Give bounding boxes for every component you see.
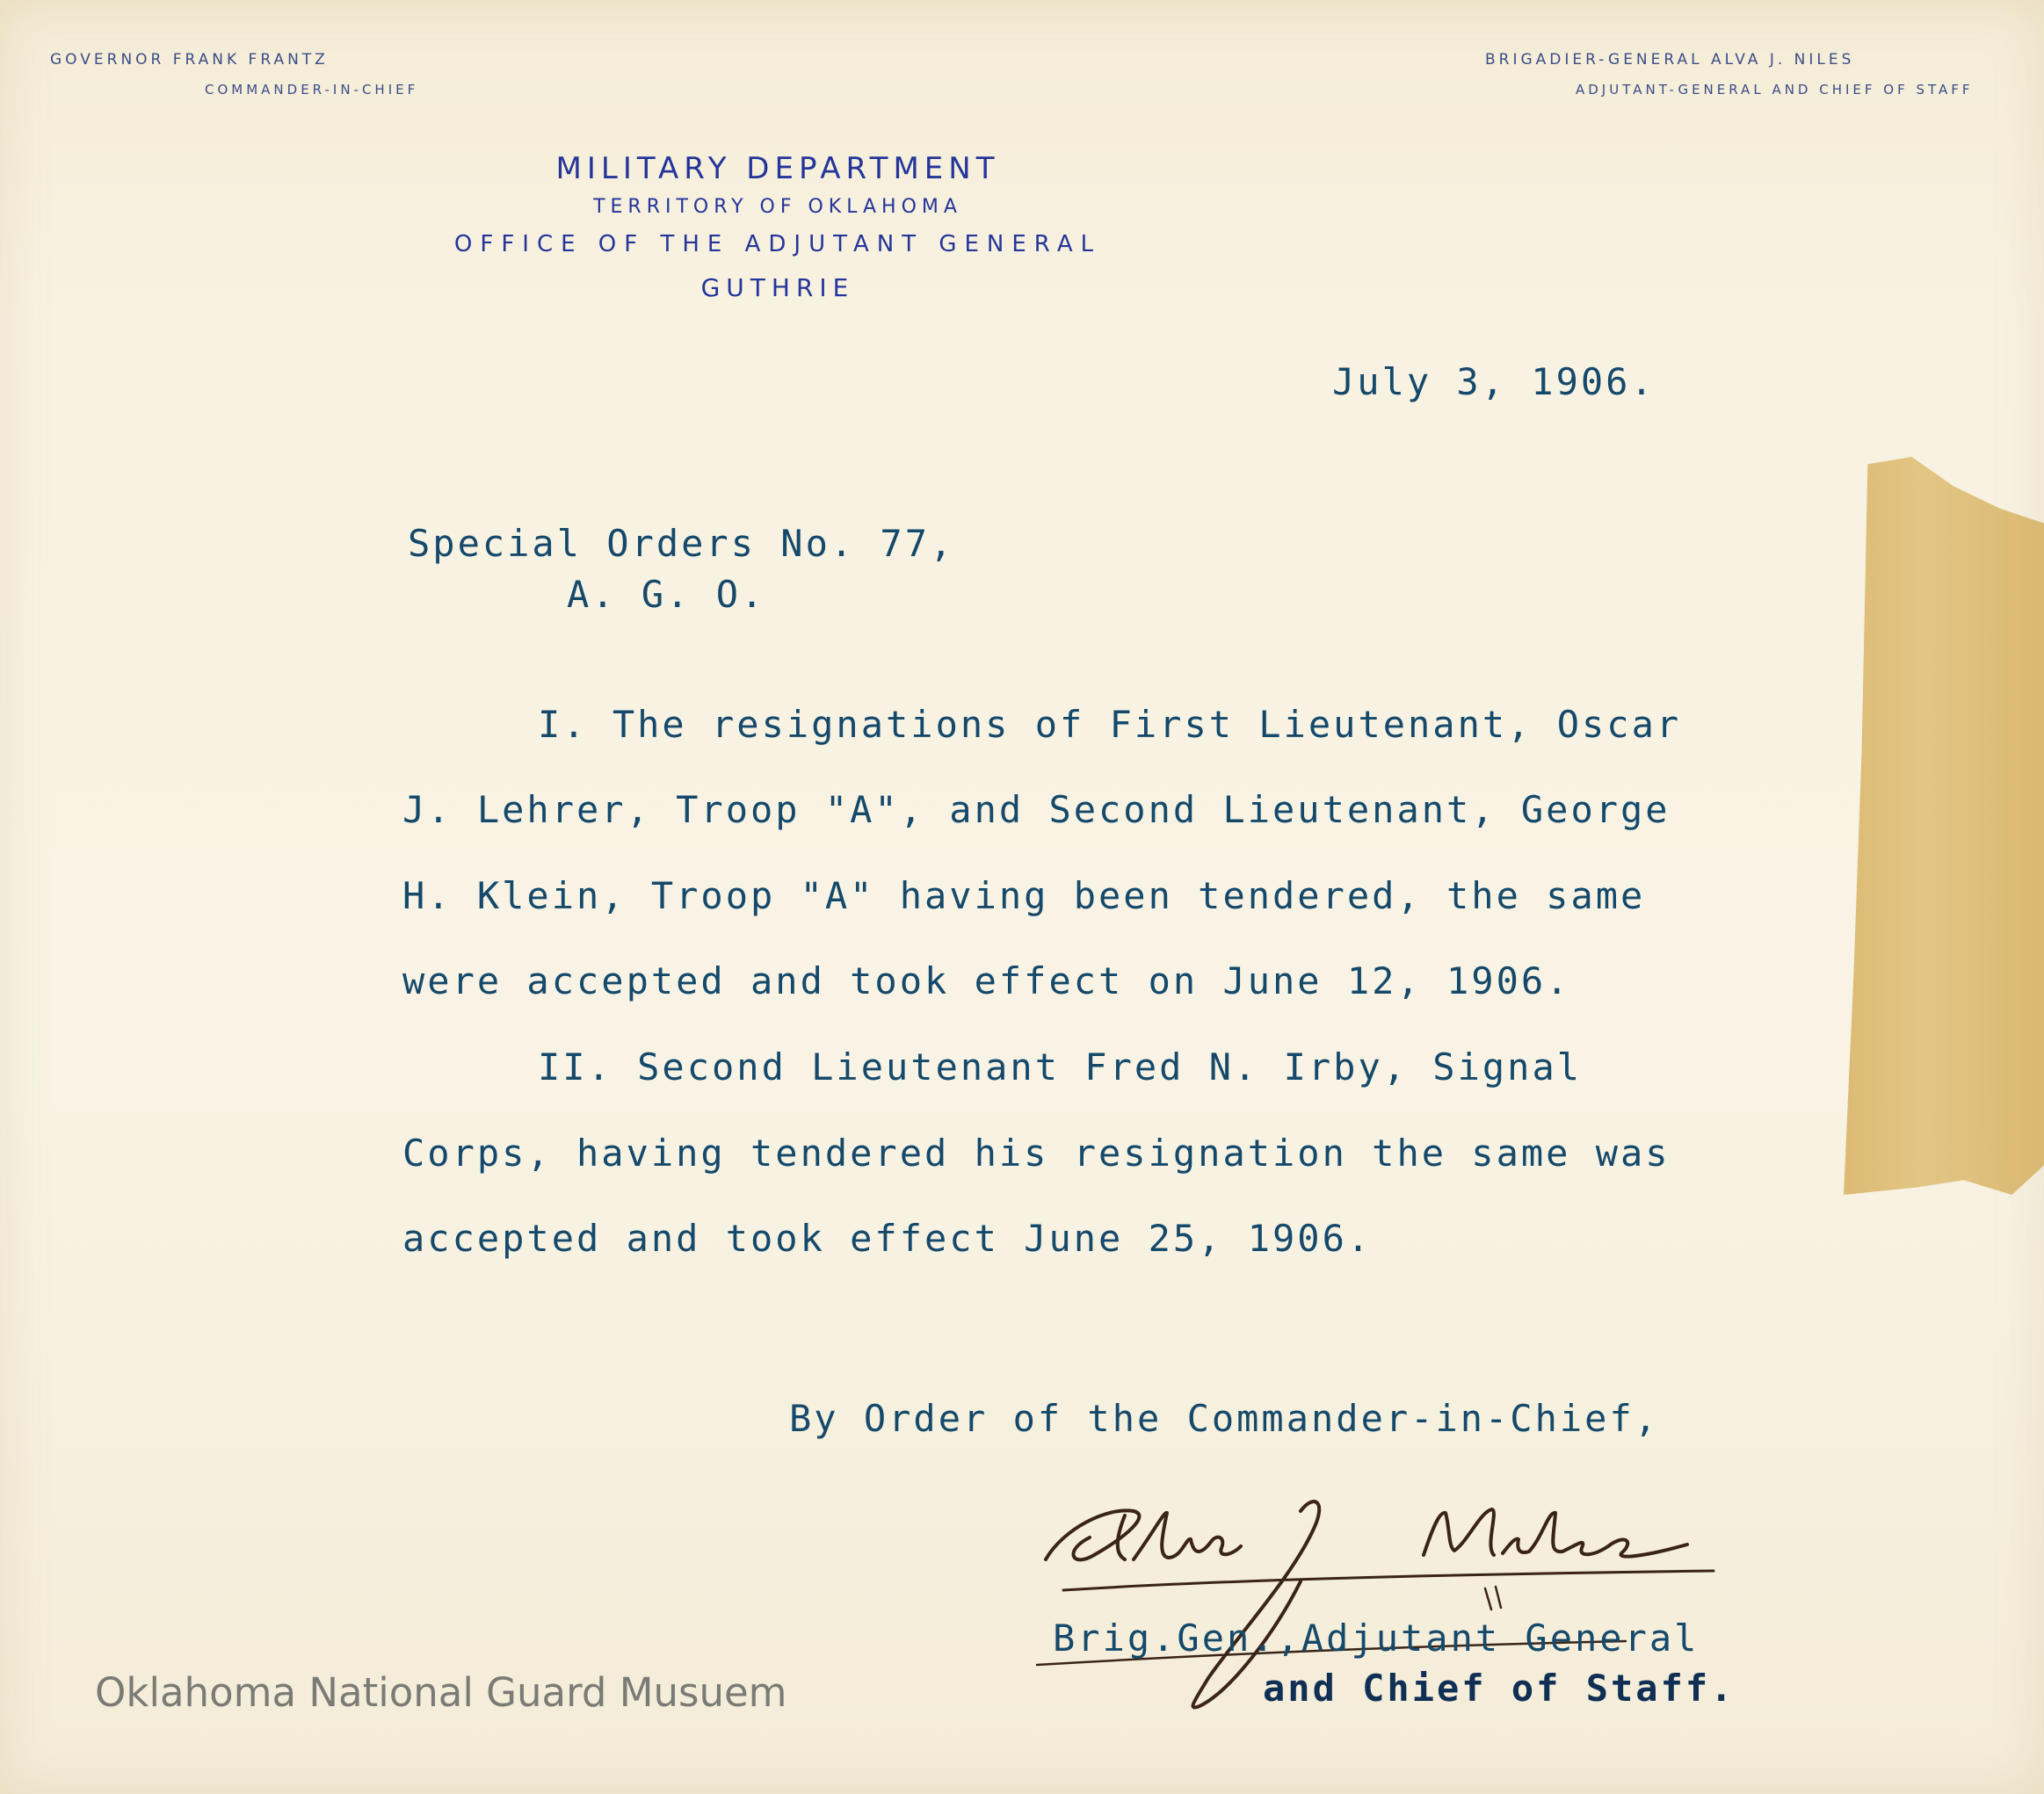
paragraph-1-line: I. The resignations of First Lieutenant, Oscar (538, 703, 1682, 746)
city-heading: GUTHRIE (700, 273, 855, 302)
paragraph-1-line: H. Klein, Troop "A" having been tendered, the same (402, 874, 1646, 917)
office-heading: OFFICE OF THE ADJUTANT GENERAL (453, 231, 1102, 257)
governor-title: COMMANDER-IN-CHIEF (205, 82, 419, 98)
governor-name: GOVERNOR FRANK FRANTZ (50, 51, 329, 69)
general-name: BRIGADIER-GENERAL ALVA J. NILES (1485, 51, 1855, 69)
paragraph-1-line: J. Lehrer, Troop "A", and Second Lieutenant, George (402, 788, 1671, 831)
signature-title-line-1: Brig.Gen.,Adjutant General (1053, 1617, 1700, 1660)
general-title: ADJUTANT-GENERAL AND CHIEF OF STAFF (1576, 82, 1974, 98)
paragraph-2-line: Corps, having tendered his resignation the same was (402, 1132, 1671, 1175)
aged-tape (1844, 457, 2044, 1195)
paragraph-2-line: accepted and took effect June 25, 1906. (402, 1217, 1373, 1260)
paragraph-1-line: were accepted and took effect on June 12, 1906. (402, 959, 1571, 1002)
closing-line: By Order of the Commander-in-Chief, (789, 1397, 1660, 1440)
signature-title-line-2: and Chief of Staff. (1263, 1667, 1736, 1710)
special-orders-line: Special Orders No. 77, (408, 522, 955, 565)
museum-watermark: Oklahoma National Guard Musuem (95, 1669, 787, 1716)
territory-heading: TERRITORY OF OKLAHOMA (593, 196, 962, 218)
department-heading: MILITARY DEPARTMENT (555, 151, 1000, 186)
paragraph-2-line: II. Second Lieutenant Fred N. Irby, Signal (538, 1045, 1583, 1089)
ago-line: A. G. O. (567, 573, 766, 616)
letter-date: July 3, 1906. (1332, 360, 1656, 403)
